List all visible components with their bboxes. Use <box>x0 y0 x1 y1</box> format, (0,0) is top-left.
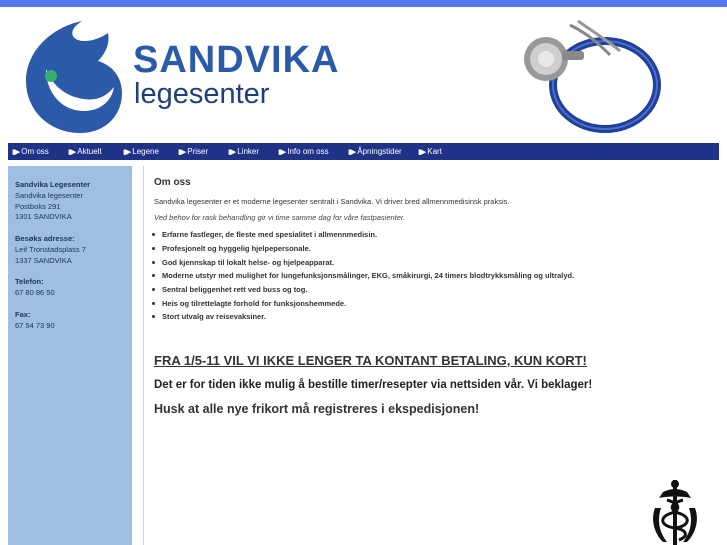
double-arrow-right-icon: ▮▶ <box>278 148 286 156</box>
top-accent-bar <box>0 0 727 7</box>
list-item: Heis og tilrettelagte forhold for funksjonshemmede. <box>150 296 574 310</box>
intro-text: Sandvika legesenter er et moderne legesenter sentralt i Sandvika. Vi driver bred allmennmedisinsk praksis. <box>154 197 510 206</box>
double-arrow-right-icon: ▮▶ <box>12 148 20 156</box>
main-nav <box>8 143 719 160</box>
sidebar-fax-label: Fax: <box>15 310 31 319</box>
nav-item-aktuelt[interactable] <box>68 147 123 156</box>
list-item: Sentral beliggenhet rett ved buss og tog. <box>150 283 574 297</box>
nav-label: Om oss <box>21 147 49 156</box>
contact-sidebar <box>8 166 132 545</box>
sidebar-line: Sandvika legesenter <box>15 191 83 200</box>
bullet-icon <box>152 302 155 305</box>
site-header <box>0 7 727 143</box>
booking-notice: Det er for tiden ikke mulig å bestille timer/resepter via nettsiden vår. Vi beklager! <box>154 379 593 391</box>
page-title: Om oss <box>154 177 191 188</box>
nav-item-info-om-oss[interactable] <box>278 147 348 156</box>
list-item: Stort utvalg av reisevaksiner. <box>150 310 574 324</box>
bullet-icon <box>152 288 155 291</box>
nav-label: Legene <box>132 147 159 156</box>
nav-item-priser[interactable] <box>178 147 228 156</box>
sidebar-line: Postboks 291 <box>15 202 61 211</box>
nav-label: Info om oss <box>287 147 329 156</box>
list-item: God kjennskap til lokalt helse- og hjelpeapparat. <box>150 255 574 269</box>
sidebar-phone-label: Telefon: <box>15 277 44 286</box>
bullet-icon <box>152 247 155 250</box>
double-arrow-right-icon: ▮▶ <box>418 148 426 156</box>
nav-item-legene[interactable] <box>123 147 178 156</box>
sidebar-visit-line: Leif Tronstadsplass 7 <box>15 245 86 254</box>
nav-item-apningstider[interactable] <box>348 147 418 156</box>
sidebar-fax: 67 54 73 90 <box>15 321 55 330</box>
medical-emblem-icon <box>645 478 705 545</box>
nav-item-om-oss[interactable] <box>12 147 68 156</box>
nav-label: Priser <box>187 147 209 156</box>
sidebar-name: Sandvika Legesenter <box>15 180 91 189</box>
feature-list <box>150 228 574 324</box>
double-arrow-right-icon: ▮▶ <box>348 148 356 156</box>
double-arrow-right-icon: ▮▶ <box>68 148 76 156</box>
sidebar-visit-label: Besøks adresse: <box>15 234 75 243</box>
sidebar-phone: 67 80 86 50 <box>15 288 55 297</box>
sidebar-visit-line: 1337 SANDVIKA <box>15 256 72 265</box>
list-item: Profesjonelt og hyggelig hjelpepersonale. <box>150 242 574 256</box>
bullet-icon <box>152 261 155 264</box>
stethoscope-icon <box>500 15 665 140</box>
nav-item-kart[interactable] <box>418 147 468 156</box>
payment-notice: FRA 1/5-11 VIL VI IKKE LENGER TA KONTANT BETALING, KUN KORT! <box>154 353 587 368</box>
double-arrow-right-icon: ▮▶ <box>228 148 236 156</box>
list-item: Moderne utstyr med mulighet for lungefunksjonsmålinger, EKG, småkirurgi, 24 timers blodtrykksmåling og ultralyd. <box>150 269 574 283</box>
logo-title: SANDVIKA <box>133 39 340 81</box>
nav-item-linker[interactable] <box>228 147 278 156</box>
double-arrow-right-icon: ▮▶ <box>123 148 131 156</box>
logo-subtitle: legesenter <box>134 78 270 110</box>
nav-label: Åpningstider <box>357 147 402 156</box>
list-item: Erfarne fastleger, de fleste med spesialitet i allmennmedisin. <box>150 228 574 242</box>
bullet-icon <box>152 315 155 318</box>
note-text: Ved behov for rask behandling gir vi time samme dag for våre fastpasienter. <box>154 213 406 222</box>
frikort-notice: Husk at alle nye frikort må registreres i ekspedisjonen! <box>154 402 480 416</box>
sidebar-line: 1301 SANDVIKA <box>15 212 72 221</box>
nav-label: Aktuelt <box>77 147 102 156</box>
nav-label: Linker <box>237 147 260 156</box>
bullet-icon <box>152 274 155 277</box>
double-arrow-right-icon: ▮▶ <box>178 148 186 156</box>
nav-label: Kart <box>427 147 442 156</box>
column-divider <box>143 166 144 545</box>
logo-icon <box>22 19 124 135</box>
bullet-icon <box>152 233 155 236</box>
